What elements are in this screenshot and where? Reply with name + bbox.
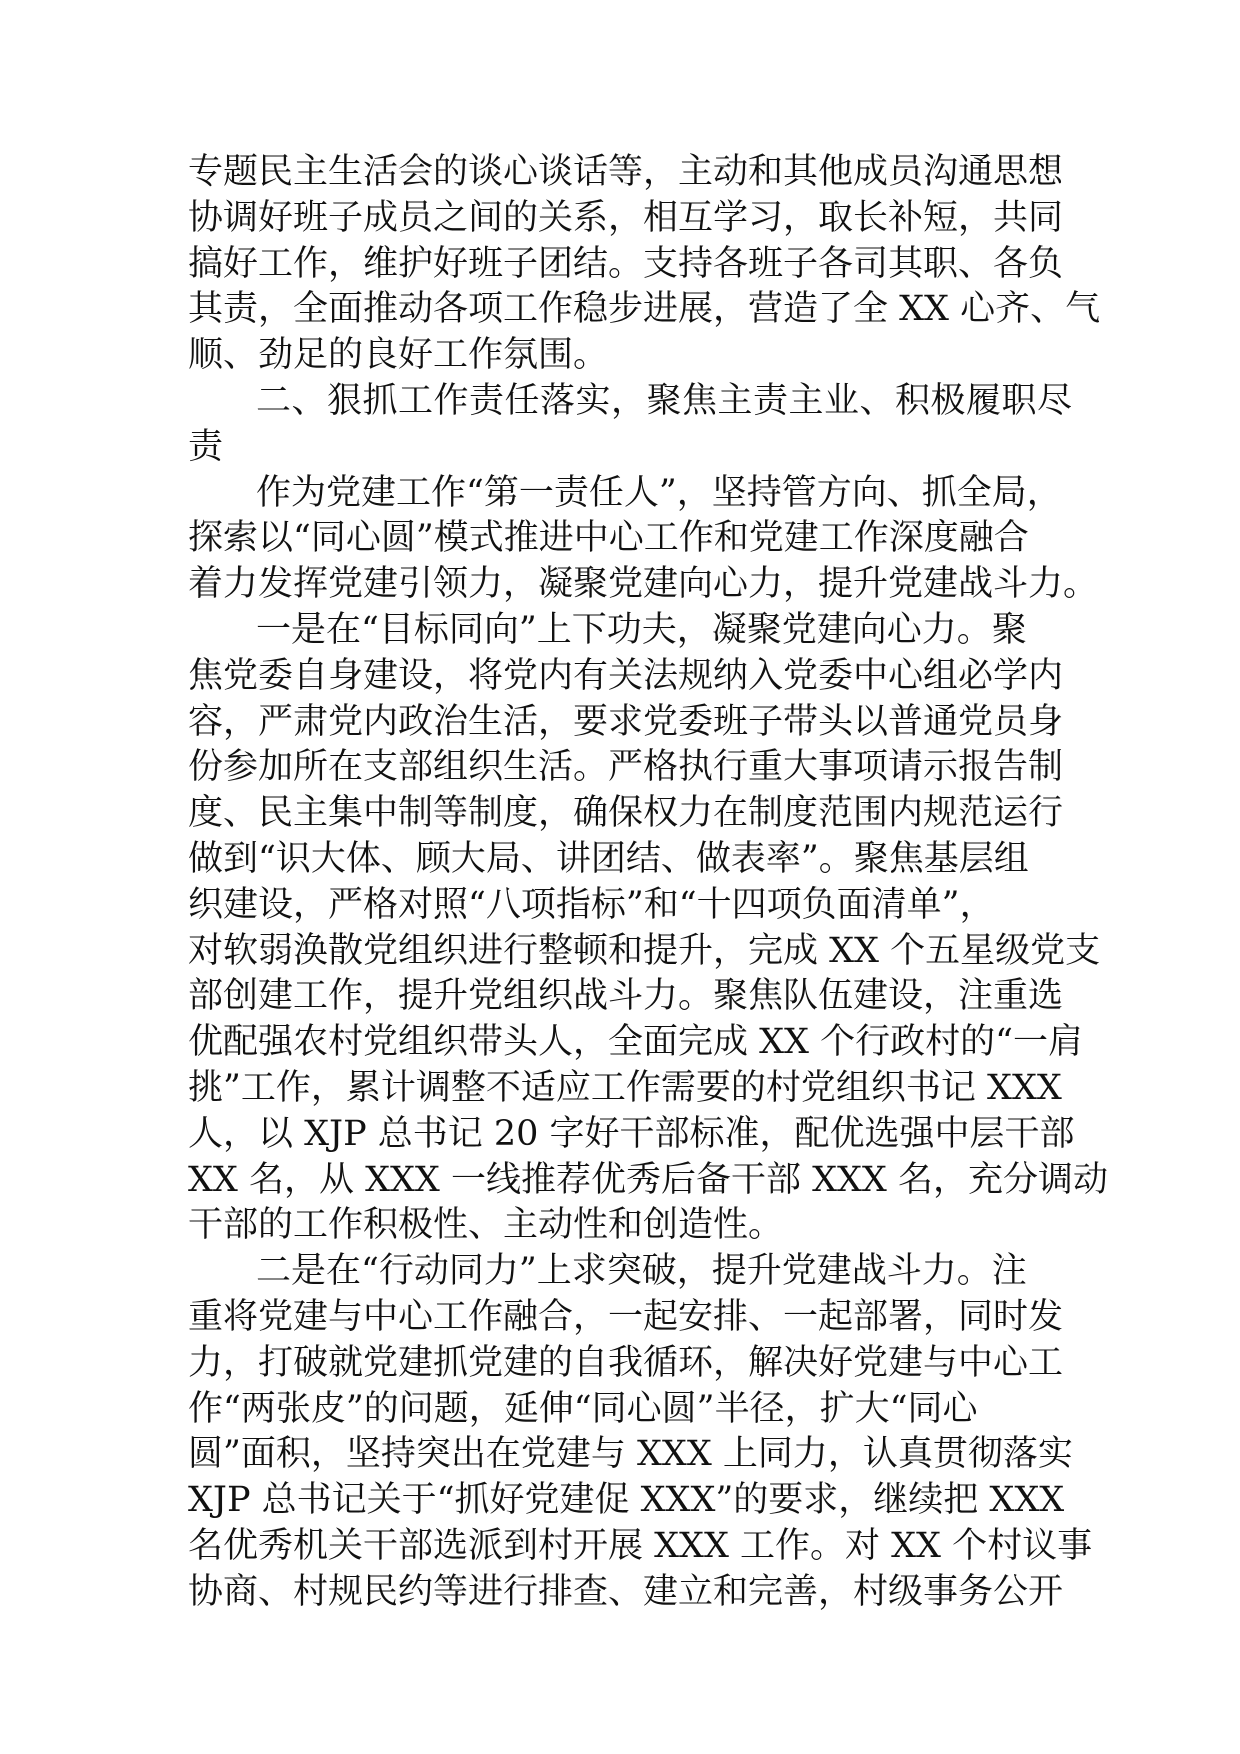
text-line: 搞好工作，维护好班子团结。支持各班子各司其职、各负 — [188, 243, 1064, 284]
text-line: 力，打破就党建抓党建的自我循环，解决好党建与中心工 — [188, 1342, 1064, 1383]
text-line: 其责，全面推动各项工作稳步进展，营造了全 XX 心齐、气 — [188, 289, 1101, 330]
text-line: 名优秀机关干部选派到村开展 XXX 工作。对 XX 个村议事 — [188, 1525, 1093, 1566]
heading-line: 二、狠抓工作责任落实，聚焦主责主业、积极履职尽 — [256, 380, 1073, 421]
text-line: 作“两张皮”的问题，延伸“同心圆”半径，扩大“同心 — [188, 1388, 978, 1429]
text-line: 焦党委自身建设，将党内有关法规纳入党委中心组必学内 — [188, 655, 1064, 696]
document-page — [188, 150, 1108, 1616]
text-line: 容，严肃党内政治生活，要求党委班子带头以普通党员身 — [188, 701, 1064, 742]
text-line: 度、民主集中制等制度，确保权力在制度范围内规范运行 — [188, 793, 1064, 834]
text-line: 做到“识大体、顾大局、讲团结、做表率”。聚焦基层组 — [188, 838, 1029, 879]
text-line: 干部的工作积极性、主动性和创造性。 — [188, 1205, 784, 1246]
text-line: 织建设，严格对照“八项指标”和“十四项负面清单”， — [188, 884, 995, 925]
section-heading — [188, 379, 1073, 471]
text-line: XX 名，从 XXX 一线推荐优秀后备干部 XXX 名，充分调动 — [188, 1159, 1108, 1200]
text-line: 协调好班子成员之间的关系，相互学习，取长补短，共同 — [188, 197, 1064, 238]
text-line: 作为党建工作“第一责任人”，坚持管方向、抓全局， — [256, 472, 1062, 513]
text-line: 顺、劲足的良好工作氛围。 — [188, 335, 609, 376]
heading-line: 责 — [188, 426, 224, 467]
text-line: 优配强农村党组织带头人，全面完成 XX 个行政村的“一肩 — [188, 1022, 1083, 1063]
text-line: 专题民主生活会的谈心谈话等，主动和其他成员沟通思想 — [188, 152, 1064, 192]
paragraph-3 — [188, 471, 1099, 608]
text-line: 二是在“行动同力”上求突破，提升党建战斗力。注 — [256, 1251, 1027, 1292]
text-line: 部创建工作，提升党组织战斗力。聚焦队伍建设，注重选 — [188, 976, 1064, 1017]
text-line: 重将党建与中心工作融合，一起安排、一起部署，同时发 — [188, 1296, 1064, 1337]
paragraph-1 — [188, 150, 1101, 379]
text-line: XJP 总书记关于“抓好党建促 XXX”的要求，继续把 XXX — [188, 1480, 1065, 1521]
text-line: 协商、村规民约等进行排查、建立和完善，村级事务公开 — [188, 1571, 1064, 1612]
text-line: 圆”面积，坚持突出在党建与 XXX 上同力，认真贯彻落实 — [188, 1434, 1073, 1475]
text-line: 对软弱涣散党组织进行整顿和提升，完成 XX 个五星级党支 — [188, 930, 1101, 971]
paragraph-4 — [188, 608, 1108, 1249]
text-line: 着力发挥党建引领力，凝聚党建向心力，提升党建战斗力。 — [188, 564, 1099, 605]
text-line: 挑”工作，累计调整不适应工作需要的村党组织书记 XXX — [188, 1067, 1062, 1108]
text-line: 一是在“目标同向”上下功夫，凝聚党建向心力。聚 — [256, 609, 1027, 650]
paragraph-5 — [188, 1249, 1093, 1615]
text-line: 份参加所在支部组织生活。严格执行重大事项请示报告制 — [188, 747, 1064, 788]
text-line: 探索以“同心圆”模式推进中心工作和党建工作深度融合 — [188, 518, 1029, 559]
text-line: 人，以 XJP 总书记 20 字好干部标准，配优选强中层干部 — [188, 1113, 1075, 1154]
